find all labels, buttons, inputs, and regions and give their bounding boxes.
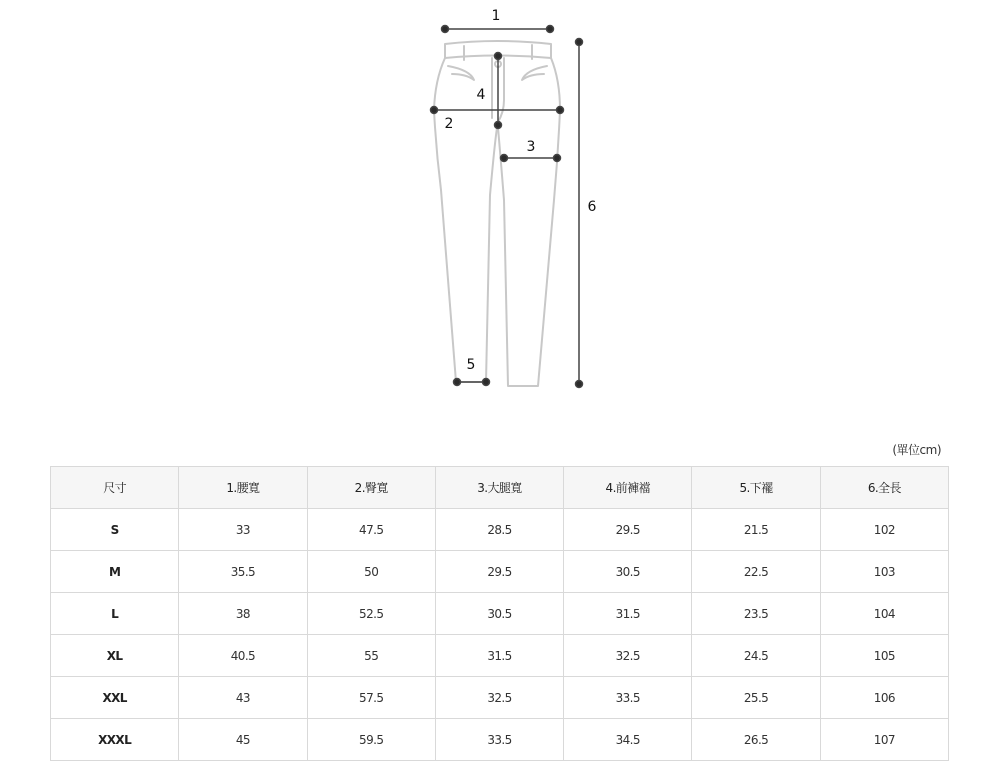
value-cell: 40.5: [179, 635, 307, 677]
size-chart-table: [50, 466, 949, 761]
header-hip: 2.臀寬: [307, 467, 435, 509]
measure-dot: [547, 26, 554, 33]
value-cell: 103: [820, 551, 948, 593]
value-cell: 32.5: [435, 677, 563, 719]
table-row: [51, 593, 949, 635]
value-cell: 21.5: [692, 509, 820, 551]
measure-label-5: 5: [466, 357, 476, 373]
measure-dot: [454, 379, 461, 386]
value-cell: 30.5: [564, 551, 692, 593]
size-cell: L: [51, 593, 179, 635]
value-cell: 23.5: [692, 593, 820, 635]
header-length: 6.全長: [820, 467, 948, 509]
value-cell: 33: [179, 509, 307, 551]
table-header-row: [51, 467, 949, 509]
value-cell: 102: [820, 509, 948, 551]
table-row: [51, 551, 949, 593]
measure-dot: [483, 379, 490, 386]
value-cell: 107: [820, 719, 948, 761]
value-cell: 59.5: [307, 719, 435, 761]
value-cell: 32.5: [564, 635, 692, 677]
value-cell: 43: [179, 677, 307, 719]
value-cell: 33.5: [564, 677, 692, 719]
value-cell: 31.5: [435, 635, 563, 677]
measure-label-4: 4: [476, 87, 486, 103]
value-cell: 106: [820, 677, 948, 719]
measure-label-3: 3: [526, 139, 536, 155]
unit-note: (單位cm): [892, 443, 941, 457]
value-cell: 105: [820, 635, 948, 677]
value-cell: 29.5: [435, 551, 563, 593]
header-waist: 1.腰寬: [179, 467, 307, 509]
measure-dot: [576, 381, 583, 388]
value-cell: 45: [179, 719, 307, 761]
measure-dot: [501, 155, 508, 162]
value-cell: 52.5: [307, 593, 435, 635]
measure-dot: [557, 107, 564, 114]
table-row: [51, 635, 949, 677]
size-cell: XXL: [51, 677, 179, 719]
measure-dot: [576, 39, 583, 46]
measure-dot: [495, 122, 502, 129]
value-cell: 47.5: [307, 509, 435, 551]
header-front-rise: 4.前褲襠: [564, 467, 692, 509]
header-thigh: 3.大腿寬: [435, 467, 563, 509]
value-cell: 28.5: [435, 509, 563, 551]
header-size: 尺寸: [51, 467, 179, 509]
value-cell: 29.5: [564, 509, 692, 551]
value-cell: 31.5: [564, 593, 692, 635]
value-cell: 57.5: [307, 677, 435, 719]
table-row: [51, 509, 949, 551]
measure-label-1: 1: [491, 8, 501, 24]
value-cell: 34.5: [564, 719, 692, 761]
measure-dot: [554, 155, 561, 162]
size-cell: M: [51, 551, 179, 593]
value-cell: 55: [307, 635, 435, 677]
measure-label-2: 2: [444, 116, 454, 132]
value-cell: 30.5: [435, 593, 563, 635]
value-cell: 35.5: [179, 551, 307, 593]
measure-dot: [495, 53, 502, 60]
value-cell: 25.5: [692, 677, 820, 719]
size-cell: XL: [51, 635, 179, 677]
measure-dot: [431, 107, 438, 114]
value-cell: 104: [820, 593, 948, 635]
table-row: [51, 677, 949, 719]
value-cell: 24.5: [692, 635, 820, 677]
pants-outline: [434, 41, 560, 386]
measure-label-6: 6: [587, 199, 597, 215]
value-cell: 38: [179, 593, 307, 635]
value-cell: 26.5: [692, 719, 820, 761]
size-cell: XXXL: [51, 719, 179, 761]
value-cell: 22.5: [692, 551, 820, 593]
table-row: [51, 719, 949, 761]
measure-dot: [442, 26, 449, 33]
size-cell: S: [51, 509, 179, 551]
header-hem: 5.下襬: [692, 467, 820, 509]
value-cell: 50: [307, 551, 435, 593]
value-cell: 33.5: [435, 719, 563, 761]
